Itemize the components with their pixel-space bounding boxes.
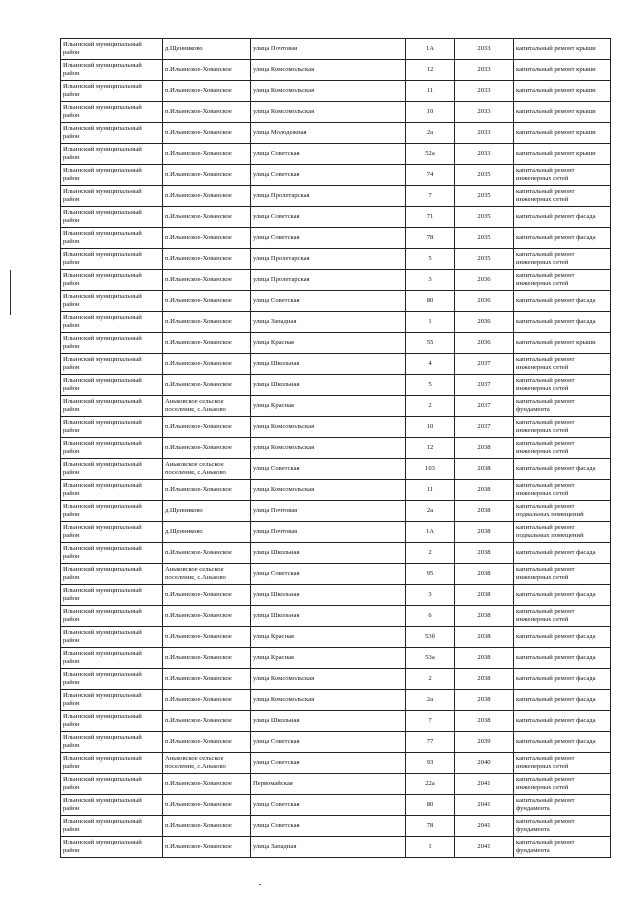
year-cell: 2035 — [455, 228, 514, 249]
table-row — [61, 501, 611, 522]
municipality-cell: Ильинский муниципальный район — [61, 501, 163, 522]
building-number-cell: 52а — [406, 144, 455, 165]
municipality-cell: Ильинский муниципальный район — [61, 144, 163, 165]
street-cell: улица Западная — [251, 837, 406, 858]
year-cell: 2035 — [455, 165, 514, 186]
year-cell: 2033 — [455, 39, 514, 60]
year-cell: 2038 — [455, 585, 514, 606]
table-row — [61, 816, 611, 837]
building-number-cell: 2 — [406, 396, 455, 417]
municipality-cell: Ильинский муниципальный район — [61, 396, 163, 417]
table-row — [61, 270, 611, 291]
building-number-cell: 2 — [406, 543, 455, 564]
settlement-cell: п.Ильинское-Хованское — [163, 732, 251, 753]
settlement-cell: п.Ильинское-Хованское — [163, 102, 251, 123]
municipality-cell: Ильинский муниципальный район — [61, 816, 163, 837]
street-cell: улица Комсомольская — [251, 417, 406, 438]
building-number-cell: 2 — [406, 669, 455, 690]
year-cell: 2033 — [455, 60, 514, 81]
municipality-cell: Ильинский муниципальный район — [61, 102, 163, 123]
settlement-cell: п.Ильинское-Хованское — [163, 375, 251, 396]
table-row — [61, 606, 611, 627]
settlement-cell: п.Ильинское-Хованское — [163, 81, 251, 102]
repair-schedule-table — [60, 38, 611, 858]
work-type-cell: капитальный ремонт подвальных помещений — [514, 522, 611, 543]
settlement-cell: д.Щенниково — [163, 522, 251, 543]
year-cell: 2041 — [455, 837, 514, 858]
building-number-cell: 74 — [406, 165, 455, 186]
municipality-cell: Ильинский муниципальный район — [61, 81, 163, 102]
street-cell: улица Советская — [251, 165, 406, 186]
settlement-cell: п.Ильинское-Хованское — [163, 270, 251, 291]
building-number-cell: 1 — [406, 837, 455, 858]
table-row — [61, 123, 611, 144]
municipality-cell: Ильинский муниципальный район — [61, 186, 163, 207]
building-number-cell: 53а — [406, 648, 455, 669]
work-type-cell: капитальный ремонт фундамента — [514, 816, 611, 837]
street-cell: улица Красная — [251, 648, 406, 669]
building-number-cell: 1А — [406, 39, 455, 60]
work-type-cell: капитальный ремонт фасада — [514, 585, 611, 606]
year-cell: 2038 — [455, 690, 514, 711]
municipality-cell: Ильинский муниципальный район — [61, 774, 163, 795]
table-row — [61, 459, 611, 480]
street-cell: улица Комсомольская — [251, 438, 406, 459]
year-cell: 2033 — [455, 81, 514, 102]
street-cell: Первомайская — [251, 774, 406, 795]
work-type-cell: капитальный ремонт инженерных сетей — [514, 270, 611, 291]
table-row — [61, 228, 611, 249]
street-cell: улица Советская — [251, 732, 406, 753]
municipality-cell: Ильинский муниципальный район — [61, 60, 163, 81]
table-row — [61, 585, 611, 606]
scan-speck — [259, 884, 261, 885]
year-cell: 2038 — [455, 648, 514, 669]
table-row — [61, 522, 611, 543]
year-cell: 2038 — [455, 522, 514, 543]
building-number-cell: 78 — [406, 228, 455, 249]
street-cell: улица Почтовая — [251, 501, 406, 522]
street-cell: улица Красная — [251, 333, 406, 354]
work-type-cell: капитальный ремонт инженерных сетей — [514, 606, 611, 627]
table-row — [61, 207, 611, 228]
settlement-cell: п.Ильинское-Хованское — [163, 249, 251, 270]
work-type-cell: капитальный ремонт фундамента — [514, 795, 611, 816]
year-cell: 2040 — [455, 753, 514, 774]
street-cell: улица Советская — [251, 564, 406, 585]
table-row — [61, 711, 611, 732]
table-body — [61, 39, 611, 858]
municipality-cell: Ильинский муниципальный район — [61, 690, 163, 711]
building-number-cell: 12 — [406, 438, 455, 459]
work-type-cell: капитальный ремонт фундамента — [514, 396, 611, 417]
municipality-cell: Ильинский муниципальный район — [61, 123, 163, 144]
settlement-cell: д.Щенниково — [163, 39, 251, 60]
table-row — [61, 480, 611, 501]
table-row — [61, 39, 611, 60]
settlement-cell: Аньковское сельское поселение, с.Аньково — [163, 396, 251, 417]
settlement-cell: п.Ильинское-Хованское — [163, 627, 251, 648]
municipality-cell: Ильинский муниципальный район — [61, 228, 163, 249]
year-cell: 2035 — [455, 207, 514, 228]
work-type-cell: капитальный ремонт инженерных сетей — [514, 165, 611, 186]
municipality-cell: Ильинский муниципальный район — [61, 732, 163, 753]
municipality-cell: Ильинский муниципальный район — [61, 312, 163, 333]
street-cell: улица Комсомольская — [251, 669, 406, 690]
street-cell: улица Советская — [251, 753, 406, 774]
municipality-cell: Ильинский муниципальный район — [61, 291, 163, 312]
year-cell: 2038 — [455, 627, 514, 648]
settlement-cell: п.Ильинское-Хованское — [163, 354, 251, 375]
building-number-cell: 1 — [406, 312, 455, 333]
table-row — [61, 102, 611, 123]
work-type-cell: капитальный ремонт крыши — [514, 60, 611, 81]
year-cell: 2033 — [455, 144, 514, 165]
municipality-cell: Ильинский муниципальный район — [61, 711, 163, 732]
building-number-cell: 80 — [406, 291, 455, 312]
table-row — [61, 186, 611, 207]
work-type-cell: капитальный ремонт фасада — [514, 207, 611, 228]
work-type-cell: капитальный ремонт инженерных сетей — [514, 249, 611, 270]
settlement-cell: п.Ильинское-Хованское — [163, 816, 251, 837]
building-number-cell: 2а — [406, 501, 455, 522]
table-row — [61, 669, 611, 690]
settlement-cell: п.Ильинское-Хованское — [163, 774, 251, 795]
building-number-cell: 6 — [406, 606, 455, 627]
work-type-cell: капитальный ремонт крыши — [514, 102, 611, 123]
year-cell: 2038 — [455, 564, 514, 585]
street-cell: улица Красная — [251, 396, 406, 417]
work-type-cell: капитальный ремонт инженерных сетей — [514, 774, 611, 795]
year-cell: 2038 — [455, 543, 514, 564]
table-row — [61, 417, 611, 438]
settlement-cell: Аньковское сельское поселение, с.Аньково — [163, 753, 251, 774]
settlement-cell: п.Ильинское-Хованское — [163, 438, 251, 459]
municipality-cell: Ильинский муниципальный район — [61, 165, 163, 186]
municipality-cell: Ильинский муниципальный район — [61, 627, 163, 648]
work-type-cell: капитальный ремонт фасада — [514, 228, 611, 249]
work-type-cell: капитальный ремонт фундамента — [514, 837, 611, 858]
settlement-cell: п.Ильинское-Хованское — [163, 207, 251, 228]
settlement-cell: п.Ильинское-Хованское — [163, 123, 251, 144]
settlement-cell: д.Щенниково — [163, 501, 251, 522]
settlement-cell: п.Ильинское-Хованское — [163, 186, 251, 207]
municipality-cell: Ильинский муниципальный район — [61, 543, 163, 564]
building-number-cell: 3 — [406, 585, 455, 606]
work-type-cell: капитальный ремонт фасада — [514, 459, 611, 480]
municipality-cell: Ильинский муниципальный район — [61, 753, 163, 774]
building-number-cell: 7 — [406, 186, 455, 207]
street-cell: улица Комсомольская — [251, 102, 406, 123]
building-number-cell: 5 — [406, 249, 455, 270]
street-cell: улица Комсомольская — [251, 60, 406, 81]
building-number-cell: 4 — [406, 354, 455, 375]
building-number-cell: 3 — [406, 270, 455, 291]
work-type-cell: капитальный ремонт фасада — [514, 648, 611, 669]
work-type-cell: капитальный ремонт крыши — [514, 39, 611, 60]
street-cell: улица Пролетарская — [251, 186, 406, 207]
building-number-cell: 11 — [406, 81, 455, 102]
year-cell: 2041 — [455, 795, 514, 816]
street-cell: улица Советская — [251, 207, 406, 228]
street-cell: улица Школьная — [251, 711, 406, 732]
building-number-cell: 22а — [406, 774, 455, 795]
settlement-cell: п.Ильинское-Хованское — [163, 228, 251, 249]
municipality-cell: Ильинский муниципальный район — [61, 669, 163, 690]
building-number-cell: 103 — [406, 459, 455, 480]
municipality-cell: Ильинский муниципальный район — [61, 459, 163, 480]
table-row — [61, 627, 611, 648]
work-type-cell: капитальный ремонт фасада — [514, 690, 611, 711]
table-row — [61, 312, 611, 333]
work-type-cell: капитальный ремонт крыши — [514, 144, 611, 165]
street-cell: улица Советская — [251, 459, 406, 480]
street-cell: улица Школьная — [251, 606, 406, 627]
municipality-cell: Ильинский муниципальный район — [61, 837, 163, 858]
settlement-cell: п.Ильинское-Хованское — [163, 543, 251, 564]
year-cell: 2037 — [455, 396, 514, 417]
year-cell: 2038 — [455, 438, 514, 459]
street-cell: улица Западная — [251, 312, 406, 333]
table-row — [61, 144, 611, 165]
municipality-cell: Ильинский муниципальный район — [61, 564, 163, 585]
work-type-cell: капитальный ремонт фасада — [514, 543, 611, 564]
street-cell: улица Комсомольская — [251, 480, 406, 501]
street-cell: улица Почтовая — [251, 39, 406, 60]
municipality-cell: Ильинский муниципальный район — [61, 648, 163, 669]
work-type-cell: капитальный ремонт инженерных сетей — [514, 438, 611, 459]
municipality-cell: Ильинский муниципальный район — [61, 480, 163, 501]
municipality-cell: Ильинский муниципальный район — [61, 270, 163, 291]
settlement-cell: п.Ильинское-Хованское — [163, 711, 251, 732]
work-type-cell: капитальный ремонт подвальных помещений — [514, 501, 611, 522]
margin-scan-mark — [10, 270, 11, 315]
settlement-cell: п.Ильинское-Хованское — [163, 837, 251, 858]
municipality-cell: Ильинский муниципальный район — [61, 438, 163, 459]
year-cell: 2033 — [455, 102, 514, 123]
settlement-cell: п.Ильинское-Хованское — [163, 690, 251, 711]
year-cell: 2038 — [455, 606, 514, 627]
municipality-cell: Ильинский муниципальный район — [61, 207, 163, 228]
work-type-cell: капитальный ремонт фасада — [514, 711, 611, 732]
municipality-cell: Ильинский муниципальный район — [61, 417, 163, 438]
work-type-cell: капитальный ремонт инженерных сетей — [514, 354, 611, 375]
building-number-cell: 11 — [406, 480, 455, 501]
work-type-cell: капитальный ремонт крыши — [514, 81, 611, 102]
municipality-cell: Ильинский муниципальный район — [61, 375, 163, 396]
table-row — [61, 795, 611, 816]
building-number-cell: 78 — [406, 816, 455, 837]
building-number-cell: 12 — [406, 60, 455, 81]
year-cell: 2036 — [455, 312, 514, 333]
work-type-cell: капитальный ремонт инженерных сетей — [514, 375, 611, 396]
settlement-cell: п.Ильинское-Хованское — [163, 144, 251, 165]
building-number-cell: 80 — [406, 795, 455, 816]
street-cell: улица Советская — [251, 816, 406, 837]
settlement-cell: п.Ильинское-Хованское — [163, 312, 251, 333]
street-cell: улица Советская — [251, 144, 406, 165]
settlement-cell: Аньковское сельское поселение, с.Аньково — [163, 459, 251, 480]
year-cell: 2038 — [455, 669, 514, 690]
year-cell: 2038 — [455, 711, 514, 732]
table-row — [61, 732, 611, 753]
year-cell: 2039 — [455, 732, 514, 753]
work-type-cell: капитальный ремонт крыши — [514, 333, 611, 354]
year-cell: 2037 — [455, 354, 514, 375]
year-cell: 2036 — [455, 333, 514, 354]
work-type-cell: капитальный ремонт инженерных сетей — [514, 186, 611, 207]
year-cell: 2035 — [455, 249, 514, 270]
building-number-cell: 95 — [406, 564, 455, 585]
building-number-cell: 7 — [406, 711, 455, 732]
municipality-cell: Ильинский муниципальный район — [61, 522, 163, 543]
settlement-cell: п.Ильинское-Хованское — [163, 333, 251, 354]
settlement-cell: п.Ильинское-Хованское — [163, 480, 251, 501]
table-row — [61, 648, 611, 669]
municipality-cell: Ильинский муниципальный район — [61, 585, 163, 606]
year-cell: 2038 — [455, 480, 514, 501]
street-cell: улица Советская — [251, 795, 406, 816]
work-type-cell: капитальный ремонт фасада — [514, 669, 611, 690]
building-number-cell: 10 — [406, 102, 455, 123]
year-cell: 2038 — [455, 459, 514, 480]
work-type-cell: капитальный ремонт инженерных сетей — [514, 417, 611, 438]
table-row — [61, 81, 611, 102]
building-number-cell: 53б — [406, 627, 455, 648]
settlement-cell: п.Ильинское-Хованское — [163, 795, 251, 816]
table-row — [61, 375, 611, 396]
municipality-cell: Ильинский муниципальный район — [61, 39, 163, 60]
settlement-cell: п.Ильинское-Хованское — [163, 669, 251, 690]
municipality-cell: Ильинский муниципальный район — [61, 354, 163, 375]
street-cell: улица Пролетарская — [251, 270, 406, 291]
year-cell: 2036 — [455, 270, 514, 291]
year-cell: 2041 — [455, 816, 514, 837]
table-row — [61, 543, 611, 564]
table-row — [61, 753, 611, 774]
municipality-cell: Ильинский муниципальный район — [61, 606, 163, 627]
settlement-cell: п.Ильинское-Хованское — [163, 165, 251, 186]
building-number-cell: 1А — [406, 522, 455, 543]
settlement-cell: Аньковское сельское поселение, с.Аньково — [163, 564, 251, 585]
work-type-cell: капитальный ремонт инженерных сетей — [514, 753, 611, 774]
street-cell: улица Молодежная — [251, 123, 406, 144]
settlement-cell: п.Ильинское-Хованское — [163, 585, 251, 606]
building-number-cell: 10 — [406, 417, 455, 438]
municipality-cell: Ильинский муниципальный район — [61, 333, 163, 354]
table-row — [61, 396, 611, 417]
street-cell: улица Пролетарская — [251, 249, 406, 270]
street-cell: улица Советская — [251, 228, 406, 249]
table-row — [61, 291, 611, 312]
table-row — [61, 333, 611, 354]
table-row — [61, 837, 611, 858]
work-type-cell: капитальный ремонт крыши — [514, 123, 611, 144]
building-number-cell: 71 — [406, 207, 455, 228]
year-cell: 2037 — [455, 375, 514, 396]
settlement-cell: п.Ильинское-Хованское — [163, 648, 251, 669]
building-number-cell: 93 — [406, 753, 455, 774]
work-type-cell: капитальный ремонт фасада — [514, 627, 611, 648]
year-cell: 2035 — [455, 186, 514, 207]
street-cell: улица Школьная — [251, 585, 406, 606]
street-cell: улица Комсомольская — [251, 81, 406, 102]
building-number-cell: 55 — [406, 333, 455, 354]
work-type-cell: капитальный ремонт фасада — [514, 732, 611, 753]
building-number-cell: 77 — [406, 732, 455, 753]
settlement-cell: п.Ильинское-Хованское — [163, 417, 251, 438]
table-row — [61, 690, 611, 711]
year-cell: 2033 — [455, 123, 514, 144]
building-number-cell: 2а — [406, 123, 455, 144]
table-row — [61, 774, 611, 795]
table-row — [61, 564, 611, 585]
street-cell: улица Почтовая — [251, 522, 406, 543]
work-type-cell: капитальный ремонт инженерных сетей — [514, 564, 611, 585]
year-cell: 2041 — [455, 774, 514, 795]
settlement-cell: п.Ильинское-Хованское — [163, 60, 251, 81]
table-row — [61, 165, 611, 186]
street-cell: улица Советская — [251, 291, 406, 312]
table-row — [61, 60, 611, 81]
table-row — [61, 438, 611, 459]
work-type-cell: капитальный ремонт фасада — [514, 312, 611, 333]
year-cell: 2038 — [455, 501, 514, 522]
year-cell: 2036 — [455, 291, 514, 312]
settlement-cell: п.Ильинское-Хованское — [163, 606, 251, 627]
table-row — [61, 354, 611, 375]
municipality-cell: Ильинский муниципальный район — [61, 795, 163, 816]
work-type-cell: капитальный ремонт инженерных сетей — [514, 480, 611, 501]
settlement-cell: п.Ильинское-Хованское — [163, 291, 251, 312]
building-number-cell: 2а — [406, 690, 455, 711]
street-cell: улица Школьная — [251, 375, 406, 396]
street-cell: улица Школьная — [251, 354, 406, 375]
street-cell: улица Красная — [251, 627, 406, 648]
table-row — [61, 249, 611, 270]
street-cell: улица Школьная — [251, 543, 406, 564]
year-cell: 2037 — [455, 417, 514, 438]
municipality-cell: Ильинский муниципальный район — [61, 249, 163, 270]
work-type-cell: капитальный ремонт фасада — [514, 291, 611, 312]
building-number-cell: 5 — [406, 375, 455, 396]
street-cell: улица Комсомольская — [251, 690, 406, 711]
